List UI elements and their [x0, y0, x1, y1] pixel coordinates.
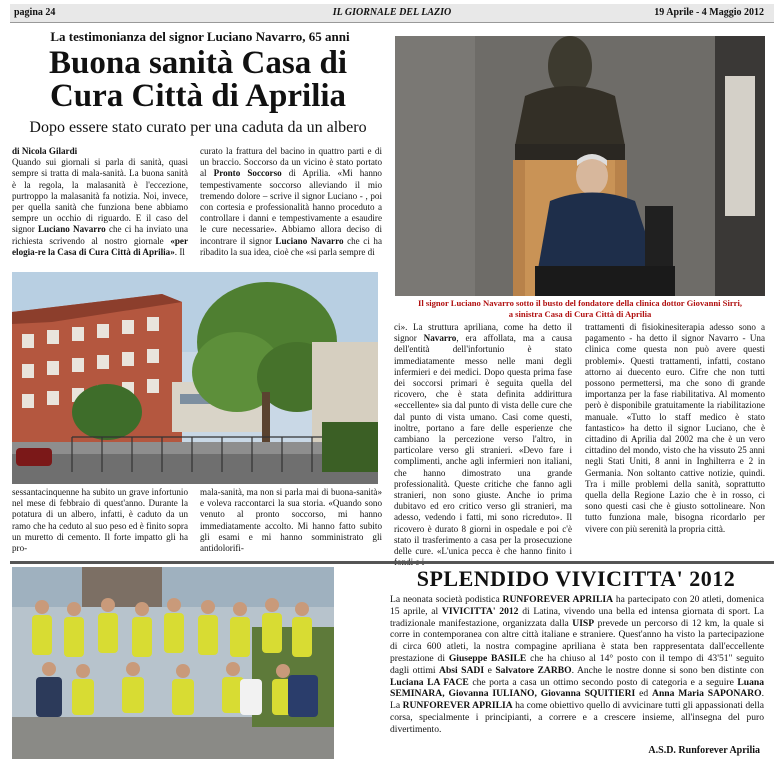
clinic-building-photo [12, 272, 378, 484]
vivicitta-title: SPLENDIDO VIVICITTA' 2012 [416, 566, 736, 591]
v-bold-1: RUNFOREVER APRILIA [502, 594, 614, 605]
article-column-2 [200, 146, 382, 258]
col1-text: Quando sui giornali si parla di sanità, quasi sempre si tratta di mala-sanità. La buona sanità è la regola, la malasanità è l'eccezione, purtroppo la malasanità fa notizia. Noi, invece, per quella sanità che funziona bene abbiamo sempre un occhio di riguardo. E il caso del signor [12, 157, 188, 235]
v-text-2: ha partecipato con 20 atleti, domenica 15 aprile, al [390, 594, 764, 617]
col2-bold-a: Pronto Soccorso [213, 168, 282, 179]
headline-line-2: Cura Città di Aprilia [49, 78, 347, 114]
col1-quote: «per elogia-re la Casa di Cura Città di Aprilia» [12, 235, 189, 257]
article-subhead: Dopo essere stato curato per una caduta da un albero [29, 119, 367, 136]
col3-text-b: , era affollata, ma a causa dell'entità dell'infortunio è stato immediatamente messo nelle mani degli infermieri e dei medici. Dopo questa prima fase dei soccorsi primari è seguita quella del ricovero, che è stata definita addirittura «eccellente» sia dal punto di vista delle cure che dal punto di vista umano. Casi come questi, inoltre, portano a fare delle esperienze che cambiano la percezione verso l'altro, in particolare verso gli stranieri. «Devo fare i complimenti, anche agli infermieri non italiani, che hanno dimostrato una grande professionalità. Queste critiche che fanno agli stranieri, non sono giuste. Anche io prima dubitavo ed ero critico verso gli stranieri, ma adesso, vedendo i fatti, mi sono ricreduto». Il ricovero è durato 8 giorni in ospedale e poi c'è stato il trasferimento a casa per la prosecuzione delle cure. «L'unica pecca è che hanno finito i [394, 333, 573, 557]
v-bold-9: Anna Maria SAPONARO [652, 688, 762, 700]
col2-text-b: di Aprilia. «Mi hanno tempestivamente soccorso alleviando il mio tremendo dolore – scrive il signor Luciano - , poi con cortesia e professionalità hanno proceduto a controllare i danni e tempestivamente a esaudire le cure necessarie». Abbiamo allora deciso di incontrare il signor [200, 168, 382, 246]
v-text-5: che ha chiuso al 14° posto con il tempo di 43'51" seguito dagli ottimi [390, 652, 764, 676]
v-bold-3: UISP [572, 617, 595, 629]
caption-line-1: Il signor Luciano Navarro sotto il busto del fondatore della clinica dottor Giovanni Sirri, [417, 298, 743, 308]
v-text-7: . Anche le nostre donne si sono ben distinte con [571, 664, 764, 676]
runners-group-photo [12, 567, 334, 759]
article-headline [10, 47, 386, 113]
v-bold-4: Giuseppe BASILE [448, 652, 527, 664]
col1-mid: che ci ha inviato una richiesta scrivendo al nostro giornale [12, 224, 188, 246]
article-kicker: La testimonianza del signor Luciano Navarro, 65 anni [50, 29, 350, 44]
v-text-10: . La [390, 688, 764, 712]
col2-bold-b: Luciano Navarro [275, 235, 344, 246]
article-column-1 [12, 146, 188, 258]
v-bold-6: Salvatore ZARBO [495, 664, 572, 676]
newspaper-name: IL GIORNALE DEL LAZIO [332, 7, 452, 18]
v-text-9: ed [639, 688, 649, 700]
vivicitta-signature: A.S.D. Runforever Aprilia [648, 745, 760, 756]
issue-date: 19 Aprile - 4 Maggio 2012 [654, 7, 764, 18]
col1-name: Luciano Navarro [37, 224, 106, 235]
col2-text-c: che ci ha ribadito la sua idea, cioè che «si parla sempre di [200, 235, 383, 257]
v-bold-2: VIVICITTA' 2012 [441, 605, 519, 617]
portrait-illustration [395, 36, 765, 296]
v-text-8: che porta a casa un ottimo secondo posto di categoria e a seguire [472, 676, 734, 688]
v-bold-10: RUNFOREVER APRILIA [402, 700, 513, 712]
article-column-2-lower: mala-sanità, ma non si parla mai di buona-sanità» e voleva raccontarci la sua storia. «Quando sono venuto al pronto soccorso, mi hanno immediatamente accolto. Mi hanno fatto subito gli esami e mi hanno somministrato gli antidolorifi- [200, 487, 382, 554]
article-column-1-lower: sessantacinquenne ha subito un grave infortunio nel mese di febbraio di quest'anno. Durante la potatura di un albero, infatti, è caduto da un ramo che ha ceduto al suo peso ed è finito sopra un muretto di cemento. Il forte impatto gli ha pro- [12, 487, 188, 554]
vivicitta-body [390, 594, 764, 736]
col3-bold: Navarro [423, 333, 457, 344]
page-number: pagina 24 [14, 7, 56, 18]
v-text-1: La neonata società podistica [390, 594, 500, 605]
v-text-6: e [487, 664, 492, 676]
col1-end: . Il [174, 246, 185, 257]
byline: di Nicola Gilardi [12, 146, 78, 156]
portrait-photo [395, 36, 765, 296]
article-column-4: trattamenti di fisiokinesiterapia adesso sono a pagamento - ha detto il signor Navarro - Una clinica come questa non può avere questi problemi». Questi trattamenti, infatti, costano attorno ai duecento euro. Cifre che non tutti possono permettersi, ma che sono di grande importanza per la fase riabilitativa. Al momento però è disponibile gratuitamente la riabilitazione manuale. «Tutto lo staff medico è stato fantastico» ha detto il signor Luciano, che è cittadino di Aprilia dal 2002 ma che è un vero cittadino del mondo, visto che ha vissuto 25 anni negli Stati Uniti, 8 anni in Inghilterra e 2 in Germania. Non soltanto cattive notizie, quindi. Tra i mille problemi della sanità, soprattutto quella della Regione Lazio che è in rosso, ci sono questi casi che è giusto sottolineare. Non tutto funziona male, bisogna ricordarlo per vivere con più serenità la propria città. [585, 322, 765, 534]
article-column-3 [394, 322, 572, 568]
section-divider [10, 561, 774, 564]
col3-text-a: ci». La struttura apriliana, come ha detto il signor [394, 322, 572, 344]
v-bold-8: Luana SEMINARA, Giovanna IULIANO, Giovanna SQUITIERI [390, 676, 765, 700]
v-text-11: ha come obiettivo quello di avvicinare tutti gli appassionati della corsa, specialmente i principianti, a correre e a crescere insieme, all'insegna del puro divertimento. [390, 700, 764, 735]
v-text-4: prevede un percorso di 12 km, la quale si corre in contemporanea con altre città italiane e straniere. Quest'anno ha visto la partecipazione di circa 600 atleti, la nostra compagine apriliana è stata ben rappresentata dall'eccellente prestazione di [390, 617, 765, 664]
caption-line-2: a sinistra Casa di Cura Città di Aprilia [508, 308, 652, 319]
v-bold-7: Luciana LA FACE [390, 676, 469, 688]
v-bold-5: Absi SADI [439, 664, 485, 676]
headline-line-1: Buona sanità Casa di [48, 45, 347, 81]
v-text-3: di Latina, vivendo una bella ed intensa giornata di sport. La tradizionale manifestazione, organizzata dalla [390, 605, 764, 629]
col2-text-a: curato la frattura del bacino in quattro parti e di un braccio. Soccorso da un vicino è stato portato al [200, 146, 382, 179]
clinic-building-illustration [12, 272, 378, 484]
photo-caption [392, 298, 768, 319]
runners-illustration [12, 567, 334, 759]
page-header [10, 4, 774, 23]
